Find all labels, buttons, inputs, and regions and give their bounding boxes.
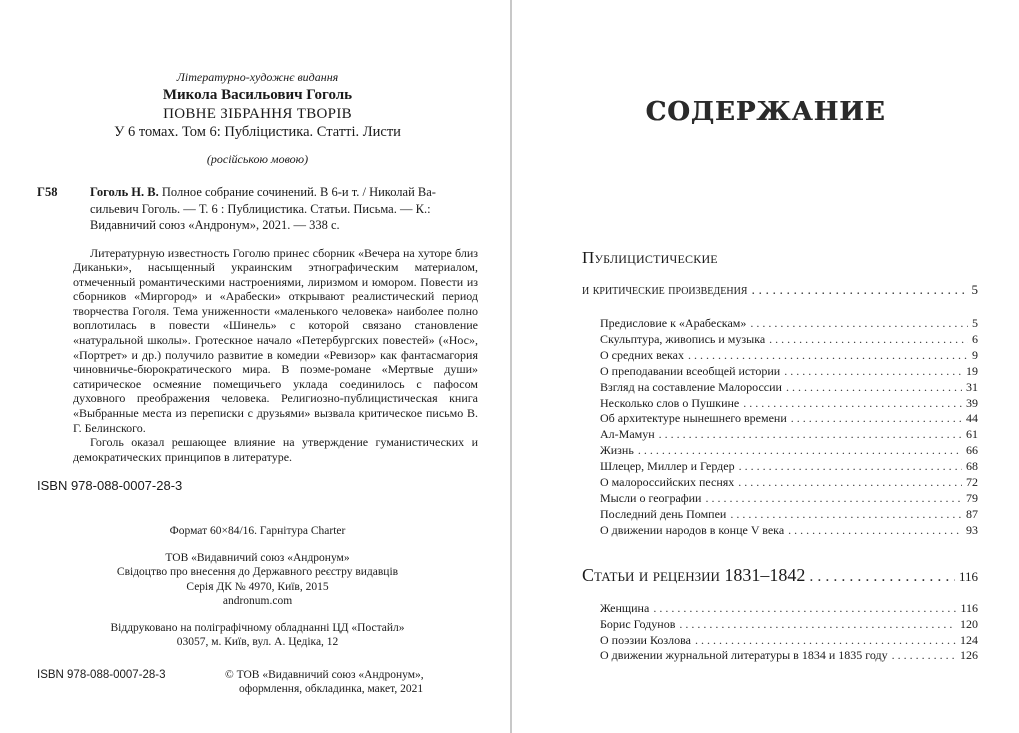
- entry-page: 31: [966, 379, 978, 394]
- copyright-line-2: оформлення, обкладинка, макет, 2021: [239, 683, 424, 696]
- entry-title: Взгляд на составление Малороссии: [600, 379, 782, 394]
- annotation-paragraph: Литературную известность Гоголю принес сборник «Вечера на хуторе близ Диканьки», насыщенный украинским этнографическим материалом, отмеченный романтическими настроениями, лиризмом и юмором. Повести из сборников «Миргород» и «Арабески» открывают реалистический период творчества Гоголя. Тема униженности «маленького человека» наиболее полно воплотилась в повести «Шинель» с которой связано становление «натуральной школы». Гротескное начало «Петербургских повестей» («Нос», «Портрет» и др.) получило развитие в комедии «Ревизор» как фантасмагория чиновничье-бюрократического мира. В поэме-романе «Мертвые души» сатирическое осмеяние помещичьего уклада соединилось с пафосом духовного преображения человека. Религиозно-публицистическая книга «Выбранные места из переписки с друзьями» вызвала критическое письмо В. Г. Белинского.: [73, 245, 478, 435]
- dot-leader: [739, 459, 962, 475]
- dot-leader: [688, 348, 968, 364]
- bib-line-2: сильевич Гоголь. — Т. 6 : Публицистика. Статьи. Письма. — К.:: [90, 201, 431, 216]
- toc-entry[interactable]: [600, 443, 978, 459]
- dot-leader: [786, 380, 962, 396]
- entry-title: О малороссийских песнях: [600, 475, 735, 490]
- entry-title: Мысли о географии: [600, 490, 702, 505]
- dot-leader: [653, 601, 956, 617]
- entry-title: Ал-Мамун: [600, 427, 655, 442]
- toc-entry[interactable]: [600, 348, 978, 364]
- printing-line-2: 03057, м. Київ, вул. А. Цедіка, 12: [176, 636, 339, 649]
- section-page-number: 5: [971, 282, 978, 297]
- classification-code: Г58: [37, 185, 58, 199]
- section-title: Статьи и рецензии 1831–1842: [582, 564, 806, 585]
- entry-page: 66: [966, 443, 978, 458]
- toc-entry[interactable]: [600, 491, 978, 507]
- publisher-name: ТОВ «Видавничий союз «Андронум»: [165, 551, 350, 564]
- toc-entry[interactable]: [600, 633, 978, 649]
- entry-title: Борис Годунов: [600, 616, 676, 631]
- entry-page: 72: [966, 475, 978, 490]
- toc-entry[interactable]: [600, 427, 978, 443]
- entry-title: Женщина: [600, 600, 650, 615]
- imprint-flow: [35, 70, 480, 697]
- toc-entry[interactable]: [600, 601, 978, 617]
- entry-title: О преподавании всеобщей истории: [600, 363, 781, 378]
- entry-page: 19: [966, 363, 978, 378]
- dot-leader: [750, 316, 968, 332]
- dot-leader: [809, 565, 955, 589]
- publisher-website[interactable]: andronum.com: [222, 595, 293, 608]
- entry-page: 87: [966, 506, 978, 521]
- entry-page: 120: [960, 616, 978, 631]
- dot-leader: [659, 427, 962, 443]
- volume-info: У 6 томах. Том 6: Публіцистика. Статті. Листи: [114, 124, 401, 140]
- isbn-bottom: ISBN 978-088-0007-28-3: [37, 668, 166, 681]
- right-page-contents: [512, 0, 1019, 733]
- dot-leader: [679, 617, 956, 633]
- toc-entries-section-2: [600, 601, 978, 665]
- toc-entry[interactable]: [600, 332, 978, 348]
- entry-page: 39: [966, 395, 978, 410]
- format-line: Формат 60×84/16. Гарнітура Charter: [169, 525, 346, 538]
- copyright-line-1: © ТОВ «Видавничий союз «Андронум»,: [225, 668, 424, 681]
- entry-page: 116: [960, 600, 978, 615]
- dot-leader: [743, 396, 962, 412]
- bib-line-3: Видавничий союз «Андронум», 2021. — 338 с.: [90, 218, 340, 232]
- entry-title: Последний день Помпеи: [600, 506, 727, 521]
- toc-entry[interactable]: [600, 523, 978, 539]
- entry-title: Шлецер, Миллер и Гердер: [600, 459, 735, 474]
- dot-leader: [769, 332, 968, 348]
- toc-entry[interactable]: [600, 648, 978, 664]
- isbn: ISBN 978-088-0007-28-3: [37, 478, 183, 494]
- entry-page: 44: [966, 411, 978, 426]
- dot-leader: [751, 282, 967, 300]
- entry-title: О средних веках: [600, 347, 685, 362]
- entry-title: Об архитектуре нынешнего времени: [600, 411, 787, 426]
- toc-entry[interactable]: [600, 411, 978, 427]
- section-page-number: 116: [958, 568, 978, 584]
- edition-type: Літературно-художнє видання: [176, 70, 339, 84]
- printing-info: [35, 621, 480, 650]
- toc-entry[interactable]: [600, 316, 978, 332]
- entry-page: 68: [966, 459, 978, 474]
- entry-title: О поэзии Козлова: [600, 632, 691, 647]
- entry-title: О движении народов в конце V века: [600, 522, 785, 537]
- series-title: ПОВНЕ ЗІБРАННЯ ТВОРІВ: [163, 106, 352, 122]
- entry-title: Скульптура, живопись и музыка: [600, 331, 766, 346]
- entry-page: 93: [966, 522, 978, 537]
- section-title-line-2: и критические произведения: [582, 283, 748, 298]
- bib-line-1: Полное собрание сочинений. В 6-и т. / Николай Ва-: [161, 185, 436, 199]
- section-title-line-1: Публицистические: [582, 248, 718, 267]
- entry-page: 9: [972, 347, 978, 362]
- dot-leader: [738, 475, 962, 491]
- publisher-certificate: Свідоцтво про внесення до Державного реєстру видавців: [116, 566, 399, 579]
- entry-page: 124: [960, 632, 978, 647]
- entry-title: Предисловие к «Арабескам»: [600, 316, 747, 330]
- dot-leader: [892, 648, 956, 664]
- entry-page: 5: [972, 316, 978, 330]
- annotation: [73, 246, 478, 465]
- entry-title: О движении журнальной литературы в 1834 и 1835 году: [600, 648, 888, 663]
- entry-page: 79: [966, 490, 978, 505]
- dot-leader: [730, 507, 962, 523]
- printing-line-1: Віддруковано на поліграфічному обладнанні ЦД «Постайл»: [110, 621, 405, 634]
- dot-leader: [788, 523, 962, 539]
- toc-entry[interactable]: [600, 380, 978, 396]
- toc-entry[interactable]: [600, 507, 978, 523]
- entry-title: Жизнь: [600, 443, 634, 458]
- publisher-series: Серія ДК № 4970, Київ, 2015: [186, 580, 329, 593]
- entry-page: 61: [966, 427, 978, 442]
- toc-entries-section-1: [600, 316, 978, 539]
- contents-title: СОДЕРЖАНИЕ: [645, 97, 886, 127]
- dot-leader: [638, 443, 962, 459]
- annotation-paragraph: Гоголь оказал решающее влияние на утверждение гуманистических и демократических принципов в литературе.: [73, 435, 478, 464]
- dot-leader: [695, 633, 956, 649]
- bib-author: Гоголь Н. В.: [90, 185, 159, 199]
- bottom-imprint-row: [37, 668, 480, 697]
- toc-entry[interactable]: [600, 617, 978, 633]
- entry-page: 6: [972, 331, 978, 346]
- section-heading[interactable]: [582, 281, 978, 300]
- language-note: (російською мовою): [206, 152, 309, 166]
- toc-entry[interactable]: [600, 364, 978, 380]
- toc-entry[interactable]: [600, 475, 978, 491]
- toc-entry[interactable]: [600, 459, 978, 475]
- section-heading[interactable]: [582, 563, 978, 589]
- entry-page: 126: [960, 648, 978, 663]
- copyright: [225, 668, 480, 697]
- author-name: Микола Васильович Гоголь: [162, 87, 353, 103]
- toc-entry[interactable]: [600, 396, 978, 412]
- toc-flow: [582, 247, 978, 664]
- publisher-info: [35, 551, 480, 609]
- entry-title: Несколько слов о Пушкине: [600, 395, 740, 410]
- bibliographic-record: [35, 184, 480, 234]
- dot-leader: [791, 411, 962, 427]
- dot-leader: [705, 491, 962, 507]
- dot-leader: [784, 364, 962, 380]
